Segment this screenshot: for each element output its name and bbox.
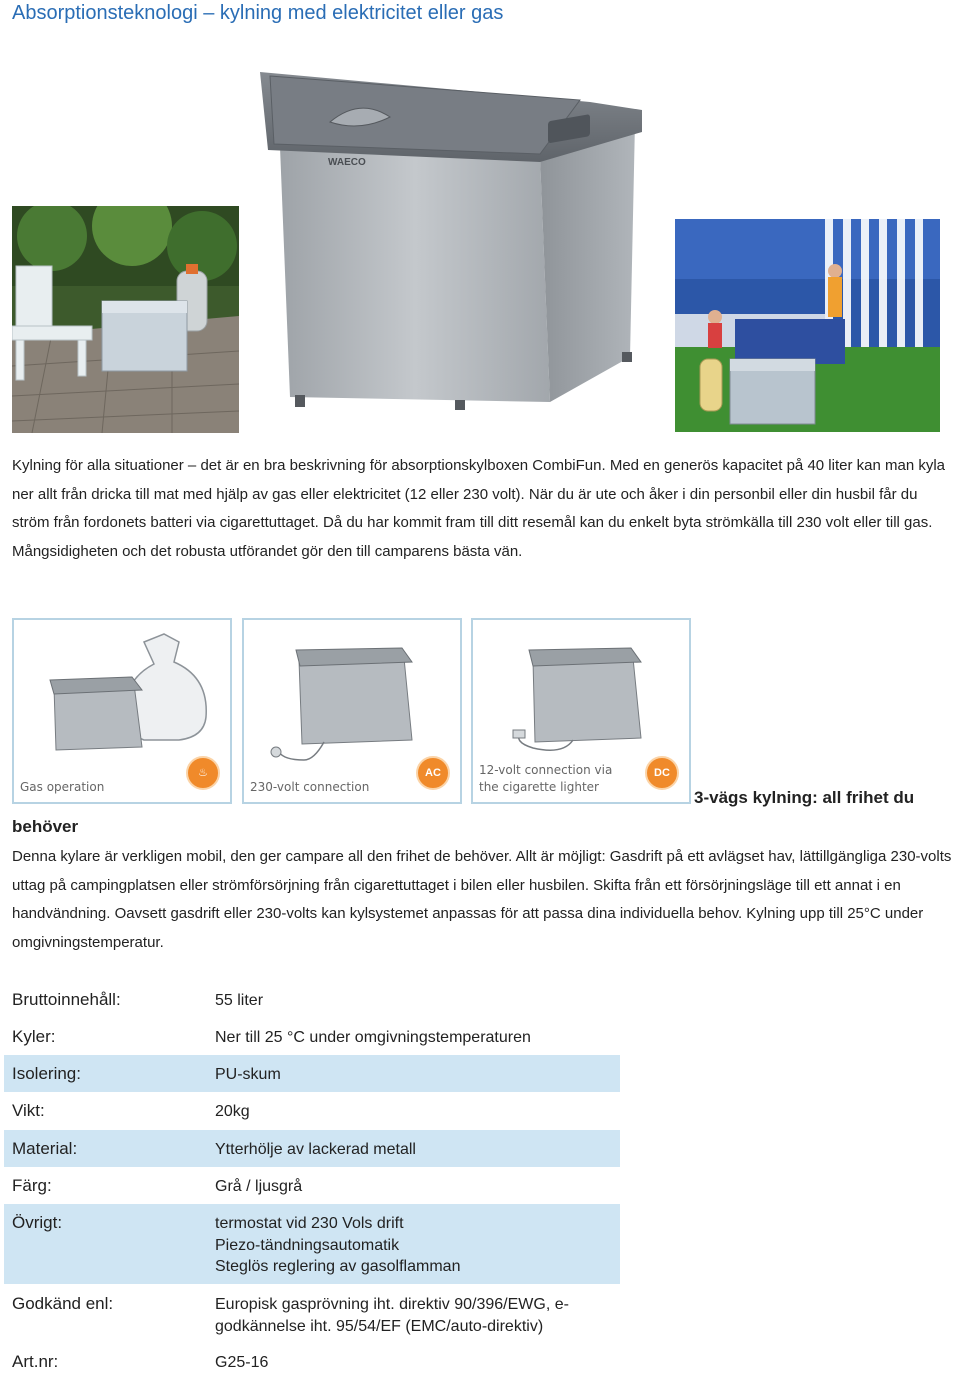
spec-row-cooling xyxy=(4,1027,620,1055)
subheading-part1: 3-vägs kylning: all frihet du xyxy=(694,788,915,807)
spec-label: Material: xyxy=(12,1139,78,1158)
gas-operation-label: Gas operation xyxy=(20,780,105,794)
spec-row-color xyxy=(4,1176,620,1204)
ac-operation-label: 230-volt connection xyxy=(250,780,370,794)
spec-value xyxy=(215,1213,460,1278)
spec-value-line: Piezo-tändningsautomatik xyxy=(215,1236,400,1254)
spec-row-weight xyxy=(4,1101,620,1129)
dc-operation-label xyxy=(479,762,612,796)
operation-mode-gas xyxy=(12,618,232,804)
body-paragraph: Denna kylare är verkligen mobil, den ger campare all den frihet de behöver. Allt är möjligt: Gasdrift på ett avlägset hav, lättillgängliga 230-volts uttag på campingplatsen eller strömförsörjning från cigarettuttaget i bilen eller husbilen. Skifta från ett försörjningsläge till ett annat i en handvändning. Oavsett gasdrift eller 230-volts kan kylsystemet anpassas för att passa dina individuella behov. Kylning upp till 25°C under omgivningstemperatur. xyxy=(12,848,952,951)
spec-value-line: Steglös reglering av gasolflamman xyxy=(215,1258,461,1275)
spec-row-volume xyxy=(4,990,620,1018)
spec-label: Godkänd enl: xyxy=(12,1294,114,1313)
spec-value-line: termostat vid 230 Vols drift xyxy=(215,1215,404,1232)
spec-row-material xyxy=(4,1130,620,1167)
spec-value: PU-skum xyxy=(215,1066,281,1083)
spec-label: Isolering: xyxy=(12,1064,81,1083)
spec-value-line: Europisk gasprövning iht. direktiv 90/396/EWG, e- xyxy=(215,1296,569,1313)
garden-photo xyxy=(12,206,239,433)
ac-plug-icon: AC xyxy=(416,756,450,790)
camping-photo xyxy=(675,219,940,432)
spec-row-article-number xyxy=(4,1352,620,1372)
intro-paragraph: Kylning för alla situationer – det är en bra beskrivning för absorptionskylboxen CombiFun. Med en generös kapacitet på 40 liter kan man kyla ner allt från dricka till mat med hjälp av gas eller elektricitet (12 eller 230 volt). När du är ute och åker i din personbil eller din husbil får du ström från fordonets batteri via cigarettuttaget. Då du har kommit fram till ditt resemål kan du enkelt byta strömkälla till 230 volt eller till gas. Mångsidigheten och det robusta utförandet gör den till camparens bästa vän. xyxy=(12,457,946,560)
spec-label: Kyler: xyxy=(12,1027,56,1046)
spec-label: Färg: xyxy=(12,1176,52,1195)
gas-flame-icon: ♨ xyxy=(186,756,220,790)
product-photo xyxy=(250,62,650,412)
spec-label: Vikt: xyxy=(12,1101,45,1120)
spec-value: 55 liter xyxy=(215,992,264,1009)
spec-row-other xyxy=(4,1204,620,1284)
spec-value: G25-16 xyxy=(215,1354,269,1371)
spec-value: Ytterhölje av lackerad metall xyxy=(215,1141,416,1158)
spec-value: Grå / ljusgrå xyxy=(215,1178,303,1195)
spec-row-approval xyxy=(4,1294,620,1340)
spec-label: Art.nr: xyxy=(12,1352,59,1371)
operation-mode-230v xyxy=(242,618,462,804)
operation-mode-12v xyxy=(471,618,691,804)
subheading-part2: behöver xyxy=(12,817,79,836)
dc-operation-label-line2: the cigarette lighter xyxy=(479,780,599,794)
spec-label: Övrigt: xyxy=(12,1213,63,1232)
spec-value: 20kg xyxy=(215,1103,250,1120)
page-title: Absorptionsteknologi – kylning med elektricitet eller gas xyxy=(12,2,504,24)
spec-value: Ner till 25 °C under omgivningstemperaturen xyxy=(215,1029,531,1046)
spec-value xyxy=(215,1294,569,1337)
product-brand-label: WAECO xyxy=(328,157,366,168)
spec-label: Bruttoinnehåll: xyxy=(12,990,121,1009)
spec-value-line: godkännelse iht. 95/54/EF (EMC/auto-direktiv) xyxy=(215,1317,544,1335)
spec-row-insulation xyxy=(4,1055,620,1092)
dc-battery-icon: DC xyxy=(645,756,679,790)
dc-operation-label-line1: 12-volt connection via xyxy=(479,763,613,777)
